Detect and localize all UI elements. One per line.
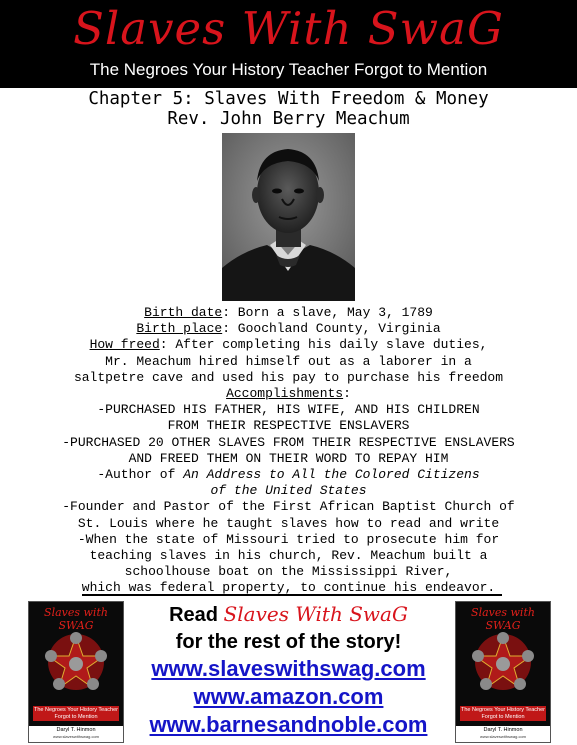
accomplishment-line: which was federal property, to continue his endeavor. bbox=[81, 580, 496, 596]
biography-text bbox=[0, 305, 577, 597]
book-title: An Address to All the Colored Citizens bbox=[183, 467, 480, 483]
cover-subtitle: The Negroes Your History Teacher Forgot to Mention bbox=[34, 707, 118, 720]
cover-subtitle: The Negroes Your History Teacher Forgot to Mention bbox=[461, 707, 545, 720]
birth-date-label: Birth date bbox=[144, 305, 223, 320]
how-freed-text: : After completing his daily slave duties, bbox=[159, 337, 488, 353]
how-freed-line bbox=[0, 337, 577, 353]
ad-brand: Slaves With SwaG bbox=[223, 602, 408, 626]
cover-art-icon bbox=[456, 622, 550, 702]
accomplishment-line: St. Louis where he taught slaves how to read and write bbox=[77, 515, 500, 531]
accomplishment-line: -When the state of Missouri tried to prosecute him for bbox=[77, 531, 500, 547]
how-freed-text: saltpetre cave and used his pay to purchase his freedom bbox=[73, 369, 504, 385]
accomplishment-line: AND FREED THEM ON THEIR WORD TO REPAY HIM bbox=[128, 450, 449, 466]
accomplishment-line: -PURCHASED HIS FATHER, HIS WIFE, AND HIS CHILDREN bbox=[97, 402, 480, 418]
birth-place-value: : Goochland County, Virginia bbox=[222, 321, 441, 337]
author-prefix: -Author of bbox=[97, 467, 184, 483]
accomplishments-label: Accomplishments bbox=[226, 386, 344, 402]
author-line bbox=[0, 467, 577, 483]
accomplishment-line: schoolhouse boat on the Mississippi River, bbox=[124, 564, 453, 580]
accomplishment-line: -Founder and Pastor of the First African Baptist Church of bbox=[62, 499, 515, 515]
cover-title: Slaves with SWAG bbox=[44, 606, 108, 632]
cover-url: www.slaveswithswag.com bbox=[479, 734, 526, 739]
book-ad bbox=[0, 598, 577, 745]
accomplishment-line: teaching slaves in his church, Rev. Meachum built a bbox=[89, 548, 488, 564]
link-slaveswithswag[interactable]: www.slaveswithswag.com bbox=[151, 656, 426, 681]
portrait-image bbox=[222, 133, 355, 301]
how-freed-text: Mr. Meachum hired himself out as a laborer in a bbox=[105, 353, 472, 369]
subject-name: Rev. John Berry Meachum bbox=[167, 109, 410, 129]
cover-author-name: Daryl T. Hinmon bbox=[483, 727, 523, 733]
cover-art-icon bbox=[29, 622, 123, 702]
ad-read-word: Read bbox=[169, 604, 218, 626]
cover-title: Slaves with SWAG bbox=[471, 606, 535, 632]
banner-title: Slaves With SwaG bbox=[73, 2, 504, 55]
ad-text bbox=[122, 598, 455, 739]
divider-rule bbox=[82, 594, 502, 596]
link-amazon[interactable]: www.amazon.com bbox=[193, 684, 384, 709]
banner-tagline: The Negroes Your History Teacher Forgot to Mention bbox=[89, 60, 488, 79]
header-banner bbox=[0, 0, 577, 88]
accomplishments-heading bbox=[0, 386, 577, 402]
cover-url: www.slaveswithswag.com bbox=[52, 734, 99, 739]
book-cover-right bbox=[455, 601, 551, 743]
book-cover-left bbox=[28, 601, 124, 743]
chapter-heading: Chapter 5: Slaves With Freedom & Money bbox=[88, 89, 489, 109]
cover-author bbox=[456, 726, 550, 742]
accomplishments-colon: : bbox=[343, 386, 351, 402]
link-barnesandnoble[interactable]: www.barnesandnoble.com bbox=[149, 712, 428, 737]
ad-rest-line: for the rest of the story! bbox=[175, 631, 402, 653]
ad-read-line bbox=[122, 600, 455, 629]
birth-place-label: Birth place bbox=[136, 321, 223, 337]
cover-author-name: Daryl T. Hinmon bbox=[56, 727, 96, 733]
accomplishment-line: -PURCHASED 20 OTHER SLAVES FROM THEIR RESPECTIVE ENSLAVERS bbox=[62, 434, 515, 450]
birth-date-value: : Born a slave, May 3, 1789 bbox=[222, 305, 433, 320]
cover-author bbox=[29, 726, 123, 742]
book-title-continued: of the United States bbox=[210, 483, 367, 499]
birth-place-line bbox=[0, 321, 577, 337]
accomplishment-line: FROM THEIR RESPECTIVE ENSLAVERS bbox=[167, 418, 410, 434]
how-freed-label: How freed bbox=[89, 337, 160, 353]
birth-date-line bbox=[0, 305, 577, 321]
